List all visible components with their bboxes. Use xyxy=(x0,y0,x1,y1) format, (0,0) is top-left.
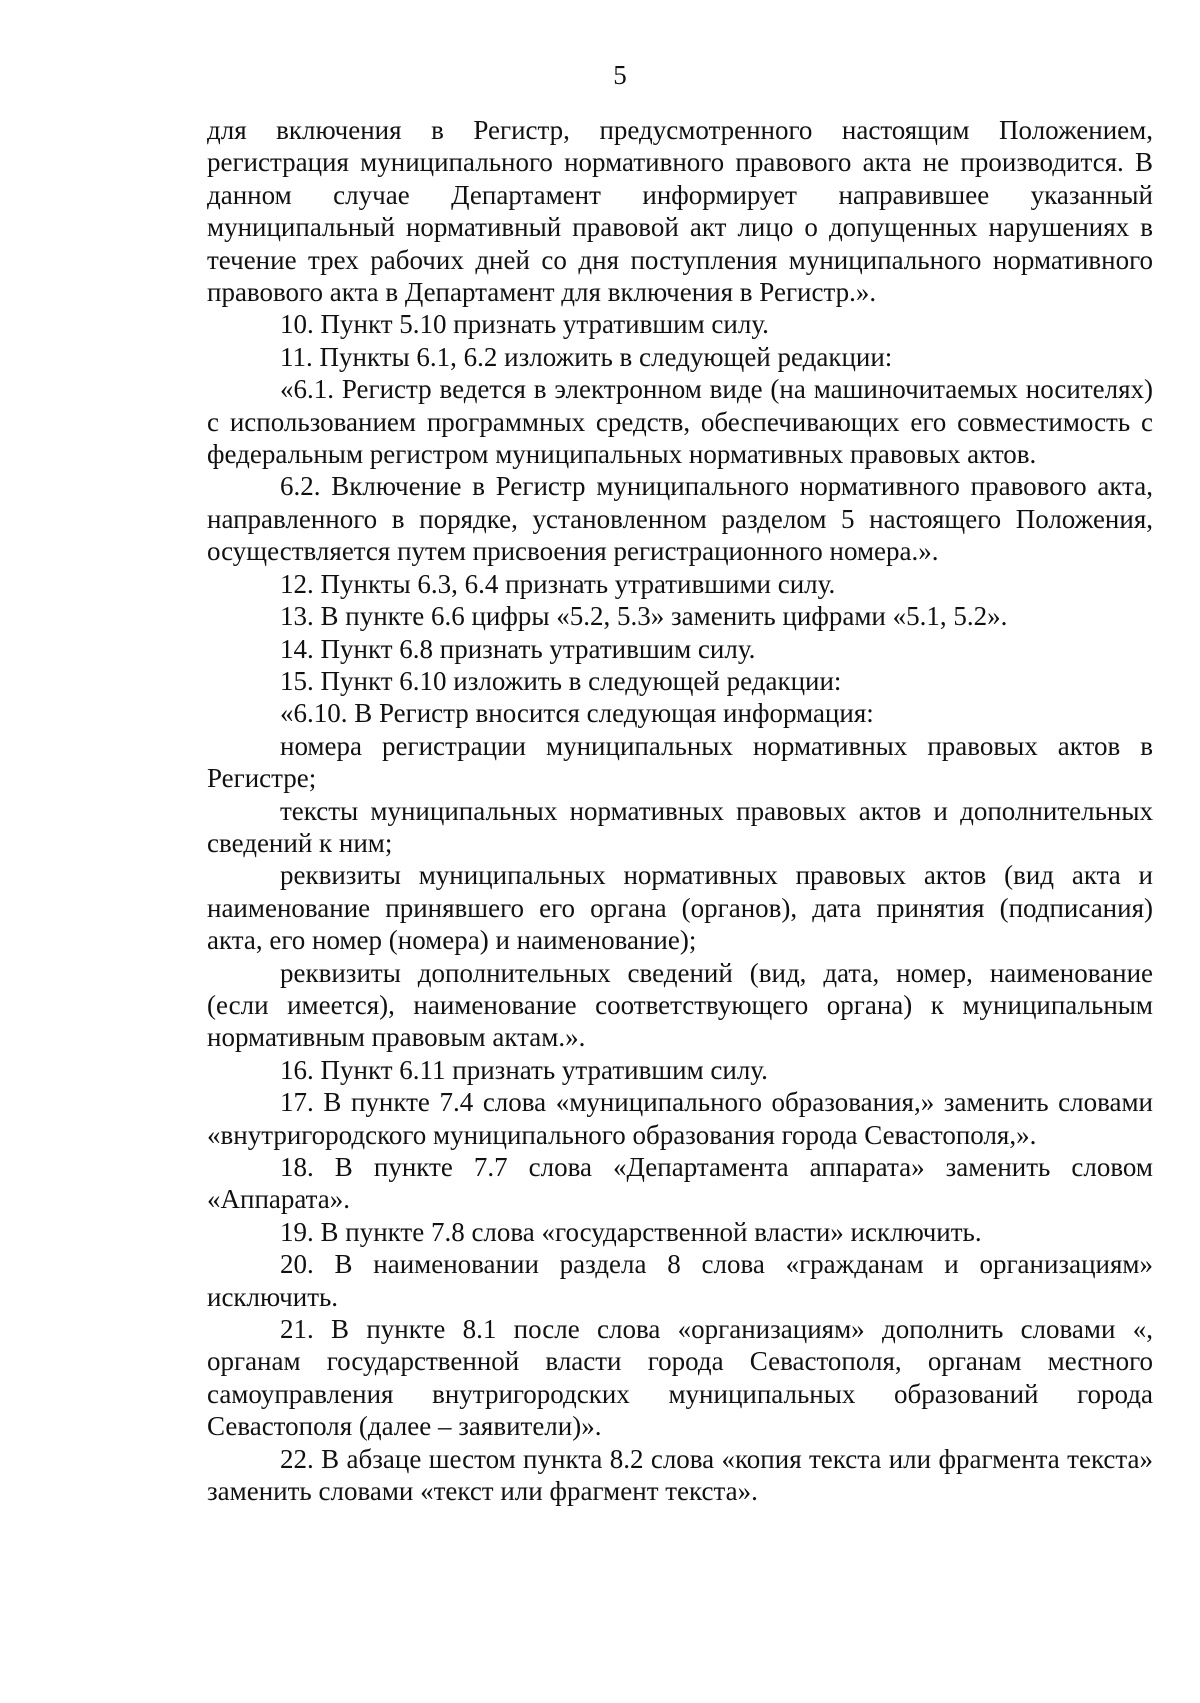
paragraph-item-20: 20. В наименовании раздела 8 слова «гражданам и организациям» исключить. xyxy=(207,1249,1153,1312)
paragraph-item-18: 18. В пункте 7.7 слова «Департамента аппарата» заменить словом «Аппарата». xyxy=(207,1152,1153,1215)
document-body xyxy=(207,114,1153,1507)
paragraph-item-19: 19. В пункте 7.8 слова «государственной власти» исключить. xyxy=(280,1216,982,1247)
paragraph-list-act-details: реквизиты муниципальных нормативных правовых актов (вид акта и наименование принявшего его органа (органов), дата принятия (подписания) акта, его номер (номера) и наименование); xyxy=(207,860,1153,956)
paragraph-item-13: 13. В пункте 6.6 цифры «5.2, 5.3» заменить цифрами «5.1, 5.2». xyxy=(280,601,1008,632)
paragraph-continuation: для включения в Регистр, предусмотренного настоящим Положением, регистрация муниципального нормативного правового акта не производится. В данном случае Департамент информирует направившее указанный муниципальный нормативный правовой акт лицо о допущенных нарушениях в течение трех рабочих дней со дня поступления муниципального нормативного правового акта в Департамент для включения в Регистр.». xyxy=(207,115,1153,308)
paragraph-item-14: 14. Пункт 6.8 признать утратившим силу. xyxy=(280,633,756,664)
paragraph-list-texts: тексты муниципальных нормативных правовых актов и дополнительных сведений к ним; xyxy=(207,795,1153,858)
page-number: 5 xyxy=(613,60,627,90)
paragraph-quote-6-10: «6.10. В Регистр вносится следующая информация: xyxy=(280,698,874,729)
paragraph-item-21: 21. В пункте 8.1 после слова «организациям» дополнить словами «, органам государственной власти города Севастополя, органам местного самоуправления внутригородских муниципальных образований города Севастополя (далее – заявители)». xyxy=(207,1314,1153,1442)
paragraph-item-15: 15. Пункт 6.10 изложить в следующей редакции: xyxy=(280,665,842,696)
paragraph-list-additional-details: реквизиты дополнительных сведений (вид, дата, номер, наименование (если имеется), наименование соответствующего органа) к муниципальным нормативным правовым актам.». xyxy=(207,957,1153,1053)
paragraph-item-10: 10. Пункт 5.10 признать утратившим силу. xyxy=(280,309,769,340)
paragraph-item-11: 11. Пункты 6.1, 6.2 изложить в следующей редакции: xyxy=(280,341,893,372)
paragraph-item-12: 12. Пункты 6.3, 6.4 признать утратившими силу. xyxy=(280,568,836,599)
paragraph-item-17: 17. В пункте 7.4 слова «муниципального образования,» заменить словами «внутригородского муниципального образования города Севастополя,». xyxy=(207,1087,1153,1150)
paragraph-quote-6-2: 6.2. Включение в Регистр муниципального нормативного правового акта, направленного в порядке, установленном разделом 5 настоящего Положения, осуществляется путем присвоения регистрационного номера.». xyxy=(207,471,1153,567)
paragraph-item-16: 16. Пункт 6.11 признать утратившим силу. xyxy=(280,1054,768,1085)
paragraph-quote-6-1: «6.1. Регистр ведется в электронном виде (на машиночитаемых носителях) с использованием программных средств, обеспечивающих его совместимость с федеральным регистром муниципальных нормативных правовых актов. xyxy=(207,374,1153,470)
paragraph-item-22: 22. В абзаце шестом пункта 8.2 слова «копия текста или фрагмента текста» заменить словами «текст или фрагмент текста». xyxy=(207,1443,1153,1507)
paragraph-list-registration-numbers: номера регистрации муниципальных нормативных правовых актов в Регистре; xyxy=(207,730,1153,794)
